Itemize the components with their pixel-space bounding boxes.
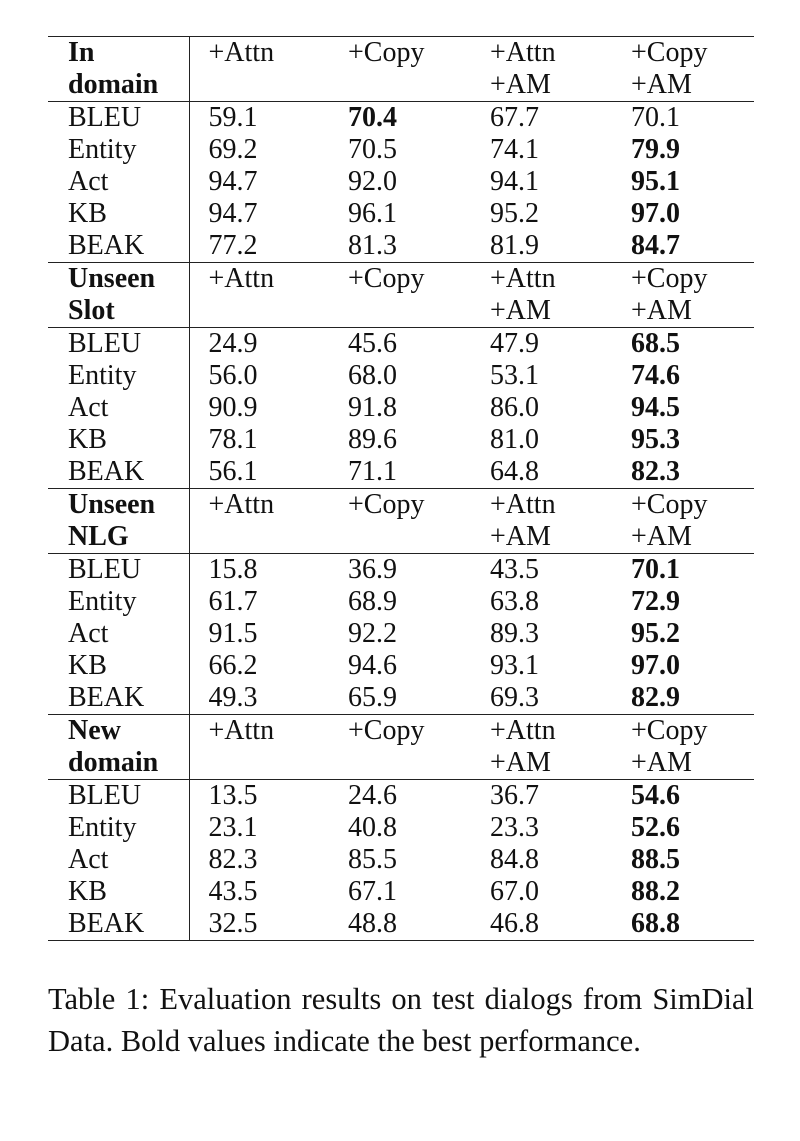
value-cell: 24.9: [189, 328, 329, 361]
value-cell: 89.3: [490, 618, 539, 649]
metric-label: KB: [48, 198, 189, 230]
metric-label: KB: [48, 424, 189, 456]
value-cell: 23.3: [490, 812, 539, 843]
table-row: [48, 102, 754, 135]
value-cell: 66.2: [208, 650, 258, 681]
value-cell: 92.2: [348, 618, 397, 649]
best-value-cell: 97.0: [631, 650, 680, 681]
column-header: +Copy: [329, 263, 471, 296]
value-cell: 96.1: [348, 198, 397, 229]
value-cell: 36.7: [471, 780, 612, 813]
metric-label: BEAK: [48, 682, 189, 715]
value-cell: 93.1: [490, 650, 539, 681]
value-cell: 94.1: [490, 166, 539, 197]
best-value-cell: 95.1: [631, 166, 680, 197]
best-value-cell: 68.8: [612, 908, 754, 941]
column-header: +Attn: [471, 37, 612, 70]
value-cell: 67.1: [348, 876, 397, 907]
best-value-cell: 54.6: [612, 780, 754, 813]
table-row: [48, 424, 754, 456]
table-row: [48, 360, 754, 392]
table-row: [48, 682, 754, 715]
column-header: +AM: [631, 295, 692, 326]
column-header: +Copy: [612, 263, 754, 296]
section-header-row: [48, 715, 754, 748]
best-value-cell: 70.1: [612, 554, 754, 587]
value-cell: 82.3: [208, 844, 258, 875]
best-value-cell: 95.3: [631, 424, 680, 455]
column-header: +Copy: [612, 715, 754, 748]
column-header: +Attn: [471, 489, 612, 522]
best-value-cell: 52.6: [631, 812, 680, 843]
metric-label: Entity: [48, 134, 189, 166]
value-cell: 47.9: [471, 328, 612, 361]
value-cell: 36.9: [329, 554, 471, 587]
value-cell: 43.5: [208, 876, 258, 907]
value-cell: 65.9: [348, 682, 397, 713]
column-header: [189, 295, 329, 328]
column-header: +Copy: [329, 489, 471, 522]
column-header: +Attn: [189, 489, 329, 522]
value-cell: 94.7: [208, 166, 258, 197]
best-value-cell: 72.9: [631, 586, 680, 617]
column-header: +Attn: [189, 263, 329, 296]
best-value-cell: 79.9: [631, 134, 680, 165]
value-cell: 81.3: [348, 230, 397, 261]
value-cell: 46.8: [471, 908, 612, 941]
best-value-cell: 70.4: [329, 102, 471, 135]
table-row: [48, 198, 754, 230]
best-value-cell: 74.6: [631, 360, 680, 391]
best-value-cell: 97.0: [631, 198, 680, 229]
table-row: [48, 134, 754, 166]
value-cell: 23.1: [208, 812, 258, 843]
value-cell: 13.5: [189, 780, 329, 813]
value-cell: 91.5: [208, 618, 258, 649]
best-value-cell: 68.5: [612, 328, 754, 361]
metric-label: Entity: [48, 812, 189, 844]
column-header: +AM: [490, 295, 551, 326]
value-cell: 48.8: [329, 908, 471, 941]
table-row: [48, 456, 754, 489]
value-cell: 71.1: [348, 456, 397, 487]
value-cell: 49.3: [208, 682, 258, 713]
section-header-row: [48, 295, 754, 328]
value-cell: 68.0: [348, 360, 397, 391]
column-header: [189, 69, 329, 102]
column-header: [329, 295, 471, 328]
value-cell: 67.0: [490, 876, 539, 907]
value-cell: 56.0: [208, 360, 258, 391]
best-value-cell: 88.2: [631, 876, 680, 907]
results-table: [48, 36, 754, 941]
value-cell: 64.8: [490, 456, 539, 487]
value-cell: 77.2: [208, 230, 258, 261]
table-row: [48, 780, 754, 813]
value-cell: 94.6: [348, 650, 397, 681]
metric-label: BLEU: [48, 102, 189, 135]
section-title: domain: [48, 69, 189, 102]
value-cell: 95.2: [490, 198, 539, 229]
column-header: +Attn: [471, 715, 612, 748]
table-section: [48, 37, 754, 263]
table-row: [48, 876, 754, 908]
table-caption: Table 1: Evaluation results on test dialogs from SimDial Data. Bold values indicate the best performance.: [48, 982, 754, 1058]
table-row: [48, 230, 754, 263]
metric-label: Act: [48, 392, 189, 424]
column-header: +AM: [490, 521, 551, 552]
table-row: [48, 586, 754, 618]
value-cell: 70.1: [612, 102, 754, 135]
section-title: New: [48, 715, 189, 748]
section-title: Unseen: [48, 489, 189, 522]
value-cell: 74.1: [490, 134, 539, 165]
table-row: [48, 650, 754, 682]
section-header-row: [48, 263, 754, 296]
section-title: In: [48, 37, 189, 70]
value-cell: 63.8: [490, 586, 539, 617]
column-header: +AM: [631, 521, 692, 552]
column-header: +AM: [490, 69, 551, 100]
table-section: [48, 715, 754, 941]
column-header: +Attn: [189, 37, 329, 70]
section-title: Slot: [48, 295, 189, 328]
table-row: [48, 166, 754, 198]
value-cell: 69.2: [208, 134, 258, 165]
column-header: +AM: [490, 747, 551, 778]
column-header: [329, 69, 471, 102]
section-header-row: [48, 489, 754, 522]
column-header: [189, 521, 329, 554]
metric-label: KB: [48, 650, 189, 682]
section-title: NLG: [48, 521, 189, 554]
table-row: [48, 812, 754, 844]
section-header-row: [48, 747, 754, 780]
value-cell: 40.8: [348, 812, 397, 843]
metric-label: Entity: [48, 586, 189, 618]
metric-label: Act: [48, 844, 189, 876]
value-cell: 61.7: [208, 586, 258, 617]
metric-label: Act: [48, 166, 189, 198]
value-cell: 43.5: [471, 554, 612, 587]
column-header: [189, 747, 329, 780]
metric-label: BLEU: [48, 328, 189, 361]
table-section: [48, 263, 754, 489]
value-cell: 53.1: [490, 360, 539, 391]
metric-label: KB: [48, 876, 189, 908]
metric-label: BEAK: [48, 230, 189, 263]
section-title: Unseen: [48, 263, 189, 296]
metric-label: BLEU: [48, 554, 189, 587]
column-header: +Copy: [612, 489, 754, 522]
metric-label: BEAK: [48, 456, 189, 489]
metric-label: Entity: [48, 360, 189, 392]
value-cell: 59.1: [189, 102, 329, 135]
section-header-row: [48, 521, 754, 554]
value-cell: 45.6: [329, 328, 471, 361]
best-value-cell: 82.3: [631, 456, 680, 487]
value-cell: 90.9: [208, 392, 258, 423]
column-header: +Copy: [329, 715, 471, 748]
value-cell: 81.9: [490, 230, 539, 261]
section-title: domain: [48, 747, 189, 780]
best-value-cell: 82.9: [631, 682, 680, 713]
table-section: [48, 489, 754, 715]
value-cell: 15.8: [189, 554, 329, 587]
value-cell: 70.5: [348, 134, 397, 165]
metric-label: BEAK: [48, 908, 189, 941]
column-header: +Attn: [189, 715, 329, 748]
metric-label: Act: [48, 618, 189, 650]
column-header: +Attn: [471, 263, 612, 296]
best-value-cell: 88.5: [631, 844, 680, 875]
column-header: +Copy: [612, 37, 754, 70]
table-row: [48, 554, 754, 587]
column-header: +Copy: [329, 37, 471, 70]
value-cell: 32.5: [189, 908, 329, 941]
section-header-row: [48, 69, 754, 102]
table-row: [48, 908, 754, 941]
value-cell: 86.0: [490, 392, 539, 423]
value-cell: 56.1: [208, 456, 258, 487]
value-cell: 91.8: [348, 392, 397, 423]
value-cell: 84.8: [490, 844, 539, 875]
value-cell: 81.0: [490, 424, 539, 455]
value-cell: 94.7: [208, 198, 258, 229]
column-header: [329, 521, 471, 554]
table-row: [48, 844, 754, 876]
best-value-cell: 84.7: [631, 230, 680, 261]
best-value-cell: 95.2: [631, 618, 680, 649]
table-row: [48, 328, 754, 361]
table-row: [48, 618, 754, 650]
value-cell: 85.5: [348, 844, 397, 875]
value-cell: 67.7: [471, 102, 612, 135]
value-cell: 92.0: [348, 166, 397, 197]
column-header: +AM: [631, 69, 692, 100]
metric-label: BLEU: [48, 780, 189, 813]
best-value-cell: 94.5: [631, 392, 680, 423]
column-header: [329, 747, 471, 780]
column-header: +AM: [631, 747, 692, 778]
section-header-row: [48, 37, 754, 70]
value-cell: 69.3: [490, 682, 539, 713]
value-cell: 24.6: [329, 780, 471, 813]
value-cell: 68.9: [348, 586, 397, 617]
value-cell: 78.1: [208, 424, 258, 455]
table-row: [48, 392, 754, 424]
value-cell: 89.6: [348, 424, 397, 455]
